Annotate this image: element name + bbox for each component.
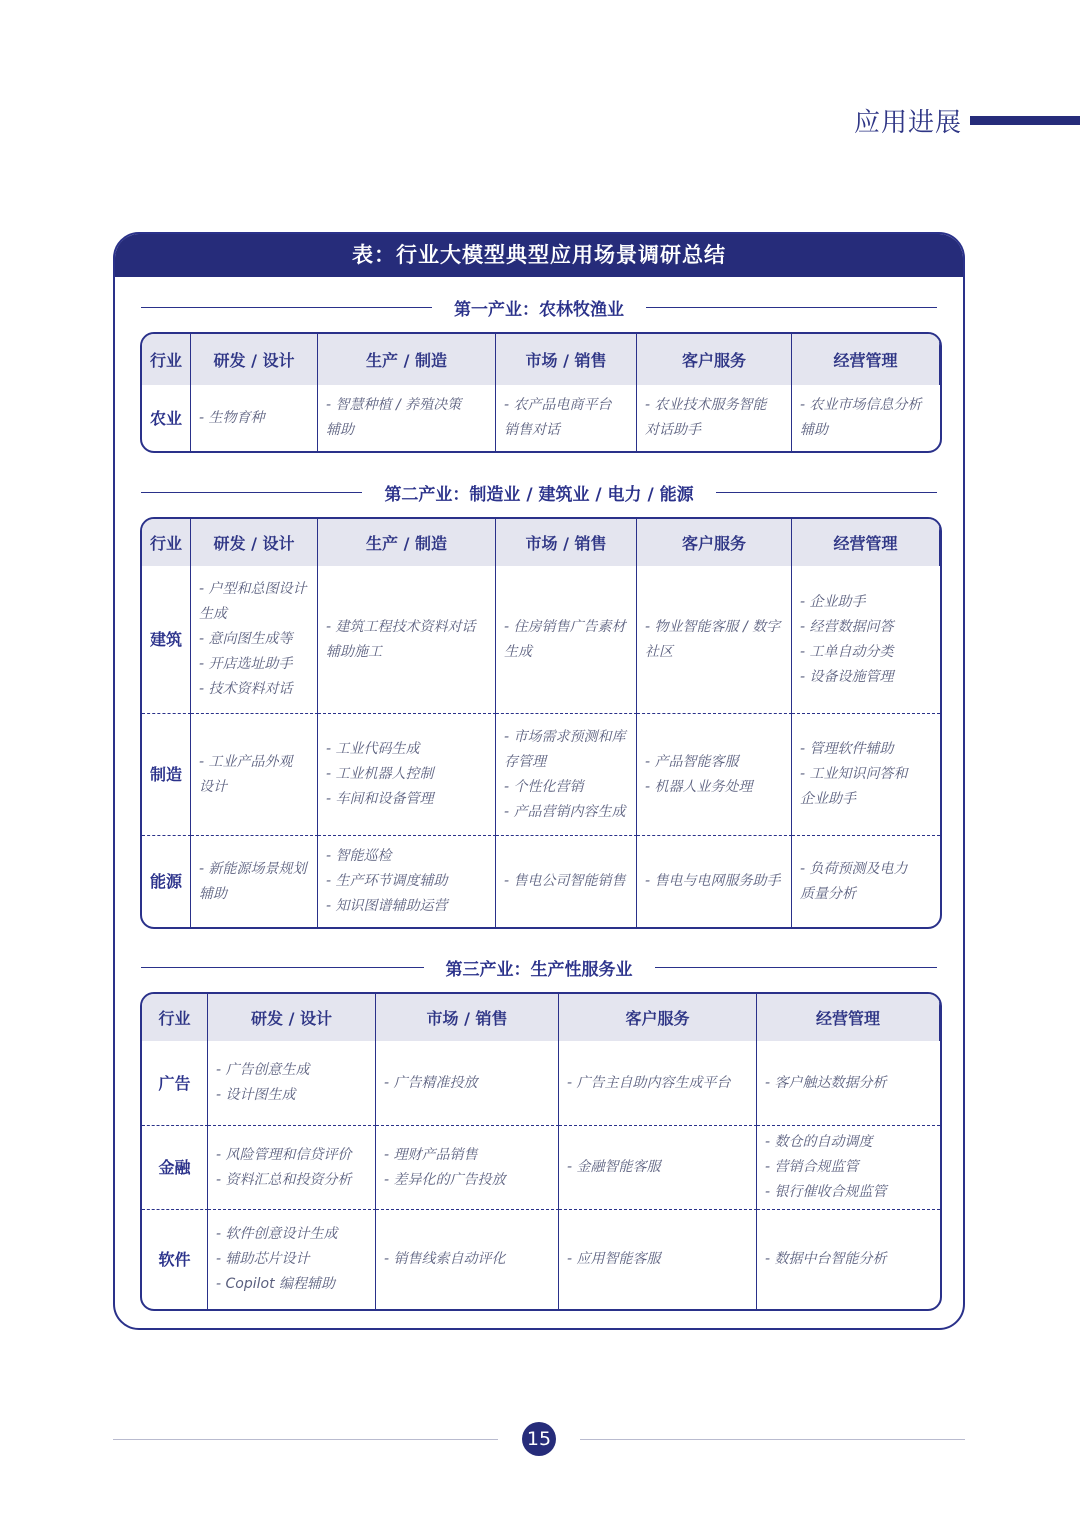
column-header: 行业 <box>142 519 191 566</box>
table-cell <box>559 1041 757 1125</box>
cell-line: - 生产环节调度辅助 <box>326 873 448 889</box>
cell-line: - 户型和总图设计 <box>199 581 307 597</box>
industry-cell: 广告 <box>142 1041 208 1125</box>
cell-line: - 销售线索自动评化 <box>384 1251 506 1267</box>
section-header <box>854 100 1080 140</box>
cell-line: - 广告精准投放 <box>384 1074 478 1091</box>
table-cell <box>559 1209 757 1309</box>
cell-line: - 开店选址助手 <box>199 656 293 672</box>
cell-line: 辅助 <box>326 422 354 438</box>
sector2-table <box>140 517 942 929</box>
table-cell <box>191 385 318 451</box>
cell-line: - 智能巡检 <box>326 848 392 864</box>
table-cell <box>191 566 318 713</box>
cell-line: 对话助手 <box>645 422 701 438</box>
cell-line: - 营销合规监管 <box>765 1159 859 1175</box>
table-cell <box>757 1209 940 1309</box>
table-cell <box>792 566 940 713</box>
cell-line: - 企业助手 <box>800 593 866 610</box>
table-cell <box>637 835 792 927</box>
cell-line: - 住房销售广告素材 <box>504 618 626 635</box>
cell-line: - 工业代码生成 <box>326 741 420 757</box>
cell-line: - 理财产品销售 <box>384 1146 478 1163</box>
table-cell <box>208 1209 376 1309</box>
table-cell <box>496 385 637 451</box>
cell-line: - 建筑工程技术资料对话 <box>326 618 476 635</box>
column-header: 生产 / 制造 <box>318 334 496 385</box>
cell-line: - 工业知识问答和 <box>800 766 908 782</box>
cell-line: - 工单自动分类 <box>800 643 894 660</box>
cell-line: - 农业技术服务智能 <box>645 397 767 413</box>
column-header: 客户服务 <box>637 334 792 385</box>
table-cell <box>376 1125 559 1209</box>
cell-line: - 工业产品外观 <box>199 753 293 770</box>
cell-line: - 经营数据问答 <box>800 618 894 635</box>
table-cell <box>318 835 496 927</box>
summary-table-card <box>113 232 965 1330</box>
cell-line: 存管理 <box>504 753 546 770</box>
cell-line: - 资料汇总和投资分析 <box>216 1171 352 1188</box>
cell-line: - 智慧种植 / 养殖决策 <box>326 397 462 413</box>
table-cell <box>637 566 792 713</box>
column-header: 经营管理 <box>792 519 940 566</box>
sector3-divider <box>141 954 937 980</box>
sector3-table <box>140 992 942 1311</box>
column-header: 市场 / 销售 <box>376 994 559 1041</box>
cell-line: - 售电公司智能销售 <box>504 873 626 889</box>
sector2-title: 第二产业：制造业 / 建筑业 / 电力 / 能源 <box>384 484 694 505</box>
column-header: 生产 / 制造 <box>318 519 496 566</box>
cell-line: - 产品营销内容生成 <box>504 803 626 820</box>
column-header: 市场 / 销售 <box>496 334 637 385</box>
section-title: 应用进展 <box>853 107 962 138</box>
cell-line: - 风险管理和信贷评价 <box>216 1146 352 1163</box>
column-header: 市场 / 销售 <box>496 519 637 566</box>
page-number: 15 <box>522 1422 556 1456</box>
cell-line: - 辅助芯片设计 <box>216 1251 310 1267</box>
industry-cell: 金融 <box>142 1125 208 1209</box>
sector1-title: 第一产业：农林牧渔业 <box>454 299 624 320</box>
column-header: 客户服务 <box>559 994 757 1041</box>
column-header: 经营管理 <box>757 994 940 1041</box>
cell-line: - 物业智能客服 / 数字 <box>645 618 781 635</box>
cell-line: 辅助 <box>800 422 828 438</box>
cell-line: 辅助 <box>199 885 227 902</box>
cell-line: - 客户触达数据分析 <box>765 1074 887 1091</box>
table-cell <box>496 835 637 927</box>
cell-line: - 工业机器人控制 <box>326 766 434 782</box>
industry-cell: 农业 <box>142 385 191 451</box>
table-cell <box>318 713 496 835</box>
cell-line: - 金融智能客服 <box>567 1159 661 1175</box>
column-header: 行业 <box>142 994 208 1041</box>
cell-line: 生成 <box>199 606 227 622</box>
cell-line: - 新能源场景规划 <box>199 860 307 877</box>
industry-cell: 建筑 <box>142 566 191 713</box>
industry-cell: 制造 <box>142 713 191 835</box>
footer-line-right <box>580 1439 965 1440</box>
table-cell <box>318 385 496 451</box>
card-title: 表：行业大模型典型应用场景调研总结 <box>115 234 963 277</box>
cell-line: - 技术资料对话 <box>199 681 293 697</box>
cell-line: - 车间和设备管理 <box>326 791 434 807</box>
table-cell <box>496 713 637 835</box>
industry-cell: 能源 <box>142 835 191 927</box>
cell-line: - 机器人业务处理 <box>645 778 753 795</box>
table-cell <box>191 835 318 927</box>
cell-line: - 广告主自助内容生成平台 <box>567 1074 731 1091</box>
table-cell <box>496 566 637 713</box>
cell-line: 销售对话 <box>504 422 560 438</box>
column-header: 研发 / 设计 <box>208 994 376 1041</box>
sector1-table <box>140 332 942 453</box>
cell-line: 企业助手 <box>800 791 856 807</box>
cell-line: - 软件创意设计生成 <box>216 1226 338 1242</box>
cell-line: - 数仓的自动调度 <box>765 1134 873 1150</box>
cell-line: - 市场需求预测和库 <box>504 728 626 745</box>
cell-line: - 管理软件辅助 <box>800 741 894 757</box>
cell-line: 生成 <box>504 643 532 660</box>
industry-cell: 软件 <box>142 1209 208 1309</box>
table-cell <box>637 385 792 451</box>
cell-line: - 广告创意生成 <box>216 1062 310 1078</box>
cell-line: - 售电与电网服务助手 <box>645 873 781 889</box>
table-cell <box>191 713 318 835</box>
cell-line: - 农产品电商平台 <box>504 397 612 413</box>
cell-line: 质量分析 <box>800 885 856 902</box>
table-cell <box>318 566 496 713</box>
table-cell <box>208 1041 376 1125</box>
table-cell <box>792 713 940 835</box>
cell-line: - 数据中台智能分析 <box>765 1251 887 1267</box>
cell-line: - 知识图谱辅助运营 <box>326 898 448 914</box>
column-header: 研发 / 设计 <box>191 519 318 566</box>
page-footer <box>113 1420 965 1460</box>
cell-line: - 生物育种 <box>199 409 265 426</box>
table-cell <box>757 1125 940 1209</box>
table-cell <box>637 713 792 835</box>
table-cell <box>559 1125 757 1209</box>
section-bar <box>970 116 1080 125</box>
table-cell <box>376 1041 559 1125</box>
column-header: 研发 / 设计 <box>191 334 318 385</box>
cell-line: - 意向图生成等 <box>199 631 293 647</box>
table-cell <box>792 835 940 927</box>
table-cell <box>208 1125 376 1209</box>
cell-line: - 农业市场信息分析 <box>800 397 922 413</box>
cell-line: - 个性化营销 <box>504 778 584 795</box>
cell-line: - 设计图生成 <box>216 1087 296 1103</box>
cell-line: - 负荷预测及电力 <box>800 860 908 877</box>
footer-line-left <box>113 1439 498 1440</box>
column-header: 客户服务 <box>637 519 792 566</box>
cell-line: - 银行催收合规监管 <box>765 1184 887 1200</box>
sector2-divider <box>141 479 937 505</box>
cell-line: - 差异化的广告投放 <box>384 1171 506 1188</box>
cell-line: 社区 <box>645 643 673 660</box>
cell-line: 设计 <box>199 778 227 795</box>
sector3-title: 第三产业：生产性服务业 <box>445 959 633 980</box>
sector1-divider <box>141 294 937 320</box>
cell-line: - 设备设施管理 <box>800 668 894 685</box>
cell-line: - 应用智能客服 <box>567 1251 661 1267</box>
column-header: 经营管理 <box>792 334 940 385</box>
table-cell <box>757 1041 940 1125</box>
column-header: 行业 <box>142 334 191 385</box>
cell-line: - Copilot 编程辅助 <box>216 1276 336 1292</box>
table-cell <box>792 385 940 451</box>
cell-line: - 产品智能客服 <box>645 753 739 770</box>
cell-line: 辅助施工 <box>326 643 382 660</box>
table-cell <box>376 1209 559 1309</box>
